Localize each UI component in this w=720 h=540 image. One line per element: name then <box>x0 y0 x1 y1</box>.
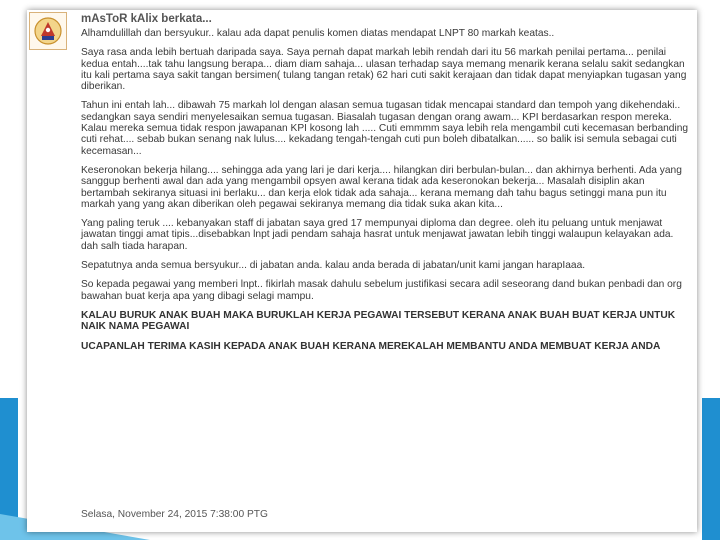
comment-timestamp[interactable]: Selasa, November 24, 2015 7:38:00 PTG <box>81 509 268 520</box>
comment-paragraph: Sepatutnya anda semua bersyukur... di jabatan anda. kalau anda berada di jabatan/unit kami jangan harapIaaa. <box>81 260 586 272</box>
comment-author[interactable]: mAsToR kAlix berkata... <box>81 13 212 25</box>
avatar[interactable] <box>29 12 67 50</box>
comment-paragraph: Tahun ini entah lah... dibawah 75 markah lol dengan alasan semua tugasan tidak mencapai standard dan tempoh yang dikehendaki.. sedangkan saya sendiri menyelesaikan semua tugasan. Biasalah tugasan dengan orang awam... KPI berdasarkan respon mereka. Kalau mereka semua tidak respon jawapanan KPI kosong lah ..... Cuti emmmm saya lebih rela mengambil cuti kecemasan berbanding cuti rehat.... sebab bukan senang nak lulus.... kekadang tengah-tengah cuti pun boleh dibatalkan...... so balik isi semula sebagai cuti kecemasan... <box>81 100 689 157</box>
comment-paragraph: Alhamdulillah dan bersyukur.. kalau ada dapat penulis komen diatas mendapat LNPT 80 markah keatas.. <box>81 28 555 39</box>
comment-paragraph: So kepada pegawai yang memberi lnpt.. fikirlah masak dahulu sebelum justifikasi secara adil seseorang dand bukan penbadi dan org bawahan buat kerja apa yang dibagi selagi mampu. <box>81 279 682 302</box>
crest-avatar-icon <box>33 16 63 46</box>
slide-accent-band-right <box>702 398 720 540</box>
comment-paragraph: Keseronokan bekerja hilang.... sehingga ada yang lari je dari kerja.... hilangkan diri berbulan-bulan... dan akhirnya berhenti. Ada yang sanggup berhenti awal dan ada yang mengambil opsyen awal kerana tidak ada keseronokan bekerja... Masalah disiplin akan bertambah sekiranya situasi ini berlaku... dan kerja elok tidak ada sahaja... kerana memang dah tahu bagus setinggi mana pun itu markah yang yang akan diberikan oleh pegawai sekiranya memang dia tidak suka akan kita... <box>81 164 682 210</box>
comment-caps-paragraph: KALAU BURUK ANAK BUAH MAKA BURUKLAH KERJA PEGAWAI TERSEBUT KERANA ANAK BUAH BUAT KERJA UNTUK NAIK NAMA PEGAWAI <box>81 309 676 333</box>
comment-paragraph: Yang paling teruk .... kebanyakan staff di jabatan saya gred 17 mempunyai diploma dan degree. oleh itu peluang untuk menjawat jawatan tinggi amat tipis...disebabkan lnpt jadi pendam sahaja hasrat untuk menjawat jawatan lebih tinggi walaupun kelayakan ada. dah salh tiada harapan. <box>81 218 674 252</box>
comment-body <box>81 28 693 360</box>
comment-caps-paragraph: UCAPANLAH TERIMA KASIH KEPADA ANAK BUAH KERANA MEREKALAH MEMBANTU ANDA MEMBUAT KERJA ANDA <box>81 340 661 352</box>
blog-comment <box>27 10 697 532</box>
comment-screenshot <box>27 10 697 532</box>
comment-paragraph: Saya rasa anda lebih bertuah daripada saya. Saya pernah dapat markah lebih rendah dari itu 56 markah penilai pertama... penilai kedua entah....tak tahu langsung berapa... diam diam sahaja... ulasan terhadap saya memang menarik kerana selalu sakit sedangkan itu kali pertama saya sakit tangan bersimen( tulang tangan retak) 62 hari cuti sakit kerajaan dan tidak dapat menyiapkan tugasan yang diberikan. <box>81 47 687 93</box>
